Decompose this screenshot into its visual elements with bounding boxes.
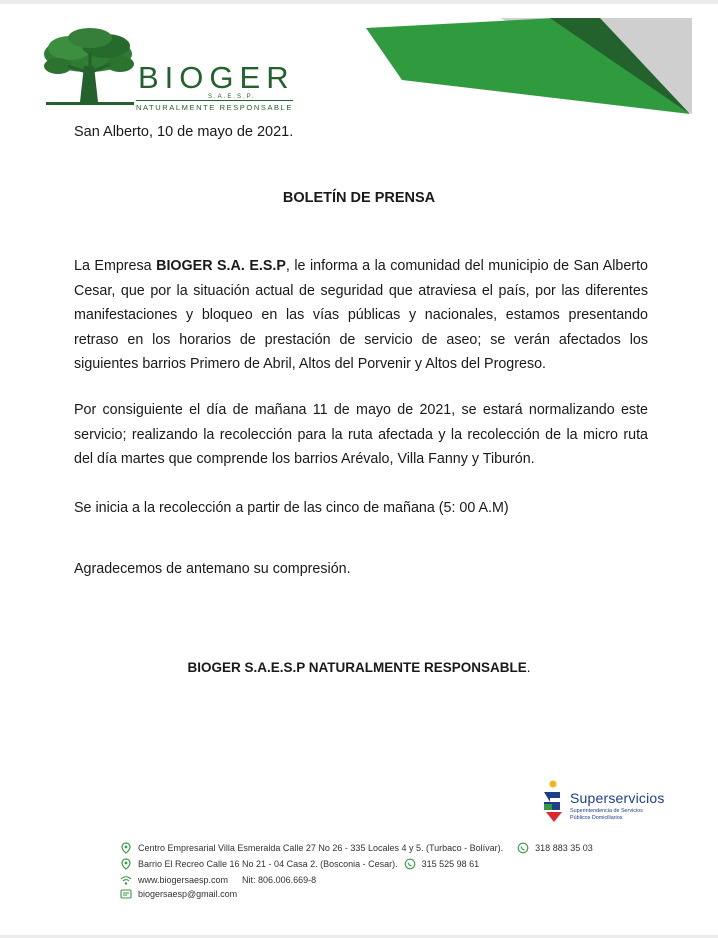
paragraph-3: Se inicia a la recolección a partir de las cinco de mañana (5: 00 A.M) xyxy=(74,500,509,516)
footer-row-3 xyxy=(120,874,316,886)
footer-row-2 xyxy=(120,858,479,870)
p1-text-end: , le informa a la comunidad del municipio de San Alberto Cesar, que por la situación actual de seguridad que atraviesa el país, por las diferentes manifestaciones y bloqueo en las vías públicas y nacionales, estamos presentando retraso en los horarios de prestación de servicio de aseo; se verán afectados los siguientes barrios Primero de Abril, Altos del Porvenir y Altos del Progreso. xyxy=(74,258,649,372)
email-icon xyxy=(120,888,132,900)
letter-title: BOLETÍN DE PRENSA xyxy=(282,190,436,206)
superservicios-logo xyxy=(540,778,690,828)
footer-row-1 xyxy=(120,842,593,854)
paragraph-1 xyxy=(74,254,648,377)
paragraph-2: Por consiguiente el día de mañana 11 de mayo de 2021, se estará normalizando este servicio; realizando la recolección para la ruta afectada y la recolección de la micro ruta del día martes que comprende los barrios Arévalo, Villa Fanny y Tiburón. xyxy=(74,402,648,467)
whatsapp-icon xyxy=(517,842,529,854)
nit-number: Nit: 806.006.669-8 xyxy=(242,875,317,885)
tree-icon xyxy=(40,22,140,112)
superservicios-icon xyxy=(540,780,568,824)
location-pin-icon xyxy=(120,858,132,870)
letter-date: San Alberto, 10 de mayo de 2021. xyxy=(74,124,294,140)
website-link[interactable]: www.biogersaesp.com xyxy=(138,875,229,885)
p1-text-start: La Empresa xyxy=(74,258,157,274)
corner-decoration xyxy=(360,14,700,118)
address-turbaco: Centro Empresarial Villa Esmeralda Calle 27 No 26 - 335 Locales 4 y 5. (Turbaco - Bolívar). xyxy=(138,843,504,853)
brand-tagline: NATURALMENTE RESPONSABLE xyxy=(136,100,293,112)
superservicios-name: Superservicios xyxy=(570,790,665,806)
wifi-icon xyxy=(120,874,132,886)
whatsapp-icon xyxy=(404,858,416,870)
top-border xyxy=(0,0,718,4)
signature-text: BIOGER S.A.E.S.P NATURALMENTE RESPONSABLE xyxy=(187,660,527,675)
paragraph-4: Agradecemos de antemano su compresión. xyxy=(74,561,351,577)
email-address[interactable]: biogersaesp@gmail.com xyxy=(138,889,238,899)
address-bosconia: Barrio El Recreo Calle 16 No 21 - 04 Casa 2. (Bosconia - Cesar). xyxy=(138,859,398,869)
bioger-logo xyxy=(40,22,300,112)
phone-1: 318 883 35 03 xyxy=(535,843,593,853)
superservicios-sub-line1: Superintendencia de Servicios xyxy=(570,808,643,814)
brand-name: BIOGER xyxy=(138,60,295,95)
signature-period: . xyxy=(526,660,531,675)
location-pin-icon xyxy=(120,842,132,854)
footer-row-4 xyxy=(120,888,237,900)
signature xyxy=(0,660,718,675)
company-name-bold: BIOGER S.A. E.S.P xyxy=(156,258,286,274)
superservicios-sub-line2: Públicos Domiciliarios xyxy=(570,815,623,821)
phone-2: 315 525 98 61 xyxy=(421,859,480,869)
brand-sub: S.A.E.S.P. xyxy=(208,94,256,100)
superservicios-subtitle xyxy=(570,808,680,822)
